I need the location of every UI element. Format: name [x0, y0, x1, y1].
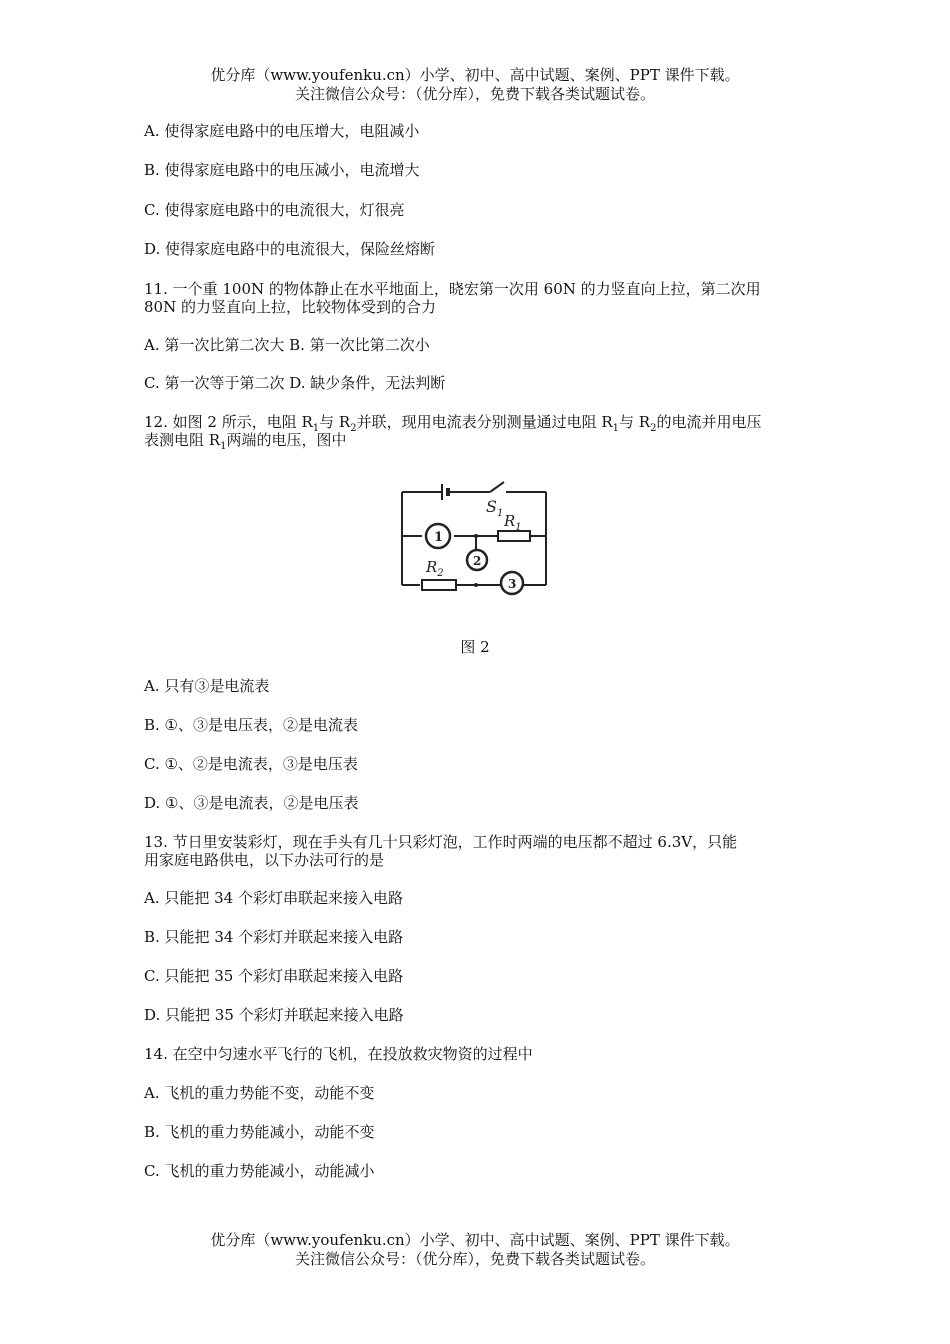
- q14-option-b: B. 飞机的重力势能减小，动能不变: [144, 1123, 375, 1141]
- q12-option-b: B. ①、③是电压表，②是电流表: [144, 716, 359, 734]
- resistor-r2: [422, 580, 456, 590]
- q12-stem-line-2: 表测电阻 $R_1$两端的电压，图中: [144, 431, 347, 452]
- q11-options-row-2: C. 第一次等于第二次 D. 缺少条件，无法判断: [144, 374, 446, 392]
- q11-options-row-1: A. 第一次比第二次大 B. 第一次比第二次小: [144, 336, 430, 354]
- footer-line-2: 关注微信公众号：（优分库），免费下载各类试题试卷。: [294, 1250, 655, 1268]
- page-footer: [0, 1231, 950, 1269]
- q14-option-a: A. 飞机的重力势能不变，动能不变: [144, 1084, 375, 1102]
- figure-caption: 图 2: [460, 638, 490, 656]
- q12-stem-line-1: 12. 如图 2 所示，电阻 $R_1$与 $R_2$并联，现用电流表分别测量通过电阻 $R_1$与 $R_2$的电流并用电压: [144, 413, 762, 434]
- q13-option-c: C. 只能把 35 个彩灯串联起来接入电路: [144, 967, 404, 985]
- meter-2-label: 2: [473, 554, 482, 568]
- q13-option-a: A. 只能把 34 个彩灯串联起来接入电路: [144, 889, 403, 907]
- footer-line-1: 优分库（www.youfenku.cn）小学、初中、高中试题、案例、PPT 课件下载。: [210, 1231, 740, 1249]
- q13-option-b: B. 只能把 34 个彩灯并联起来接入电路: [144, 928, 404, 946]
- r1-label: $R_1$: [504, 512, 522, 533]
- resistor-r1: [498, 531, 530, 541]
- q10-option-d: D. 使得家庭电路中的电流很大，保险丝熔断: [144, 240, 436, 258]
- q13-stem-line-2: 用家庭电路供电，以下办法可行的是: [144, 851, 385, 869]
- q14-option-c: C. 飞机的重力势能减小，动能减小: [144, 1162, 375, 1180]
- page-header: [0, 66, 950, 104]
- q10-option-b: B. 使得家庭电路中的电压减小，电流增大: [144, 161, 420, 179]
- r2-label: $R_2$: [426, 558, 444, 579]
- q12-option-a: A. 只有③是电流表: [144, 677, 270, 695]
- q10-option-a: A. 使得家庭电路中的电压增大，电阻减小: [144, 122, 420, 140]
- q14-stem: 14. 在空中匀速水平飞行的飞机，在投放救灾物资的过程中: [144, 1045, 533, 1063]
- meter-1-label: 1: [434, 530, 444, 545]
- q11-stem-line-1: 11. 一个重 100N 的物体静止在水平地面上，晓宏第一次用 60N 的力竖直向上拉，第二次用: [144, 280, 761, 298]
- header-line-1: 优分库（www.youfenku.cn）小学、初中、高中试题、案例、PPT 课件下载。: [210, 66, 740, 84]
- q13-option-d: D. 只能把 35 个彩灯并联起来接入电路: [144, 1006, 404, 1024]
- q12-option-c: C. ①、②是电流表，③是电压表: [144, 755, 358, 773]
- switch-label: $S_1$: [486, 497, 504, 519]
- q10-option-c: C. 使得家庭电路中的电流很大，灯很亮: [144, 201, 405, 219]
- q11-stem-line-2: 80N 的力竖直向上拉，比较物体受到的合力: [144, 298, 436, 316]
- meter-3-label: 3: [508, 577, 517, 591]
- switch-s1: [490, 482, 504, 492]
- q13-stem-line-1: 13. 节日里安装彩灯，现在手头有几十只彩灯泡，工作时两端的电压都不超过 6.3V，只能: [144, 833, 738, 851]
- header-line-2: 关注微信公众号：（优分库），免费下载各类试题试卷。: [294, 85, 655, 103]
- circuit-diagram: [394, 474, 556, 608]
- q12-option-d: D. ①、③是电流表，②是电压表: [144, 794, 359, 812]
